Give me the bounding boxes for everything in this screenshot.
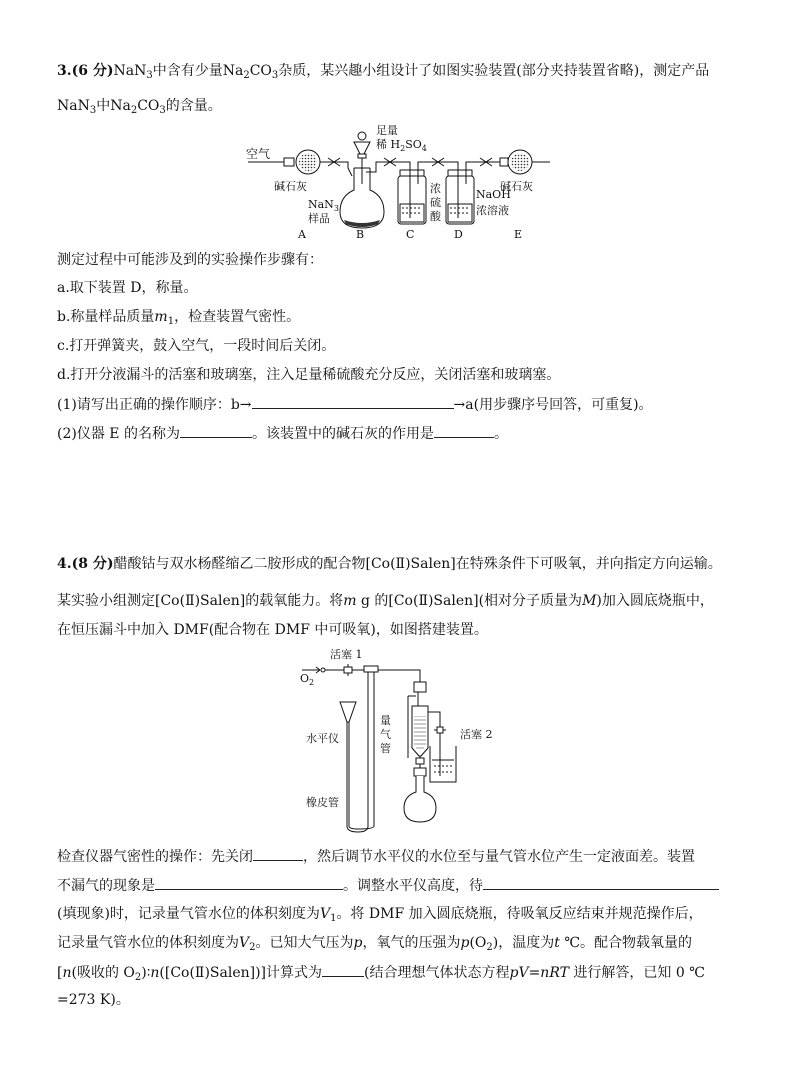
label-e: E [514,228,523,241]
beaker [430,738,456,782]
sample-label-line2: 样品 [308,212,330,225]
q4-blank-2[interactable] [155,875,343,890]
q4-para1: 检查仪器气密性的操作：先关闭 ，然后调节水平仪的水位至与量气管水位产生一定液面差。装置 [57,846,695,867]
q3-apparatus-figure [244,124,554,244]
conc-acid-2: 硫 [430,196,441,209]
soda-lime-left-label: 碱石灰 [274,180,307,193]
q4-number: 4.(8 分) [57,556,114,572]
q3-intro: 测定过程中可能涉及到的实验操作步骤有： [57,252,323,268]
q3-sub1: (1)请写出正确的操作顺序：b→ →a(用步骤序号回答，可重复)。 [57,394,653,415]
q4-line2: 某实验小组测定[Co(Ⅱ)Salen]的载氧能力。将m g 的[Co(Ⅱ)Salen](相对分子质量为M)加入圆底烧瓶中， [57,593,714,609]
q3-step-b: b.称量样品质量$m_1$，检查装置气密性。 [57,309,301,327]
q3-heading-line2: NaN$_3$中$Na_2CO_3$的含量。 [57,98,222,116]
drying-tube-e [500,150,550,174]
pressure-funnel [408,682,428,768]
naoh-label-1: NaOH [476,188,511,201]
label-d: D [454,228,463,241]
soda-lime-right-label: 碱石灰 [500,180,533,193]
q4-para3: (填现象)时，记录量气管水位的体积刻度为$V_1$。将 DMF 加入圆底烧瓶，待吸氧反应结束并规范操作后， [57,906,703,924]
acid-label-line1: 足量 [376,124,398,137]
rubber-tube-label: 橡皮管 [306,796,339,809]
q3-step-c: c.打开弹簧夹，鼓入空气，一段时间后关闭。 [57,338,336,354]
q4-blank-1[interactable] [253,846,303,861]
label-a: A [298,228,306,241]
q4-line3: 在恒压漏斗中加入 DMF(配合物在 DMF 中可吸氧)，如图搭建装置。 [57,622,488,638]
q3-step-a: a.取下装置 D，称量。 [57,280,198,296]
gas-tube-1: 量 [380,714,391,727]
leveling-bulb [340,702,356,826]
q3-sub2-blank-1[interactable] [180,423,252,438]
level-label: 水平仪 [306,732,339,745]
conc-acid-3: 酸 [430,210,441,223]
q4-heading: 4.(8 分)醋酸钴与双水杨醛缩乙二胺形成的配合物[Co(Ⅱ)Salen]在特殊条件下可吸氧，并向指定方向运输。 [57,556,722,572]
sample-label-line1: NaN$_3$ [308,198,339,213]
wash-bottle-c [398,170,426,224]
q4-blank-4[interactable] [322,962,364,977]
q4-para4: 记录量气管水位的体积刻度为$V_2$。已知大气压为p，氧气的压强为$p(O_2)$，温度为t ℃。配合物载氧量的 [57,935,692,953]
q4-para5: [n(吸收的 $O_2)∶n([Co(Ⅱ)Salen])$]计算式为 (结合理想气体状态方程pV=nRT 进行解答，已知 0 ℃ [57,962,705,988]
label-b: B [356,228,365,241]
o2-label: $O_2$ [300,672,315,687]
wash-bottle-d [446,170,474,224]
q4-blank-3[interactable] [483,875,719,890]
label-c: C [406,228,415,241]
gas-tube-2: 气 [380,728,391,741]
q3-step-d: d.打开分液漏斗的活塞和玻璃塞，注入足量稀硫酸充分反应，关闭活塞和玻璃塞。 [57,367,561,383]
q3-sub2: (2)仪器 E 的名称为 。该装置中的碱石灰的作用是 。 [57,423,508,444]
valve2-label: 活塞 2 [460,728,493,741]
valve-1 [344,664,352,676]
drying-tube-a [284,150,344,174]
q4-para2: 不漏气的现象是 。调整水平仪高度，待 [57,875,719,896]
conc-acid-1: 浓 [430,182,441,195]
q4-para6: =273 K)。 [57,992,130,1008]
valve1-label: 活塞 1 [330,648,363,661]
q3-number: 3.(6 分) [57,63,114,79]
valve-2 [434,727,446,733]
q4-apparatus-figure [300,646,520,836]
naoh-label-2: 浓溶液 [476,204,509,217]
q3-heading-line1: 3.(6 分)NaN$_3$中含有少量$Na_2CO_3$杂质，某兴趣小组设计了如图实验装置(部分夹持装置省略)，测定产品 [57,63,710,81]
gas-tube-3: 管 [380,742,391,755]
q3-sub2-blank-2[interactable] [434,423,494,438]
acid-label-line2: 稀 $H_2SO_4$ [376,138,427,153]
q3-sub1-blank[interactable] [252,394,454,409]
air-label: 空气 [246,147,271,161]
